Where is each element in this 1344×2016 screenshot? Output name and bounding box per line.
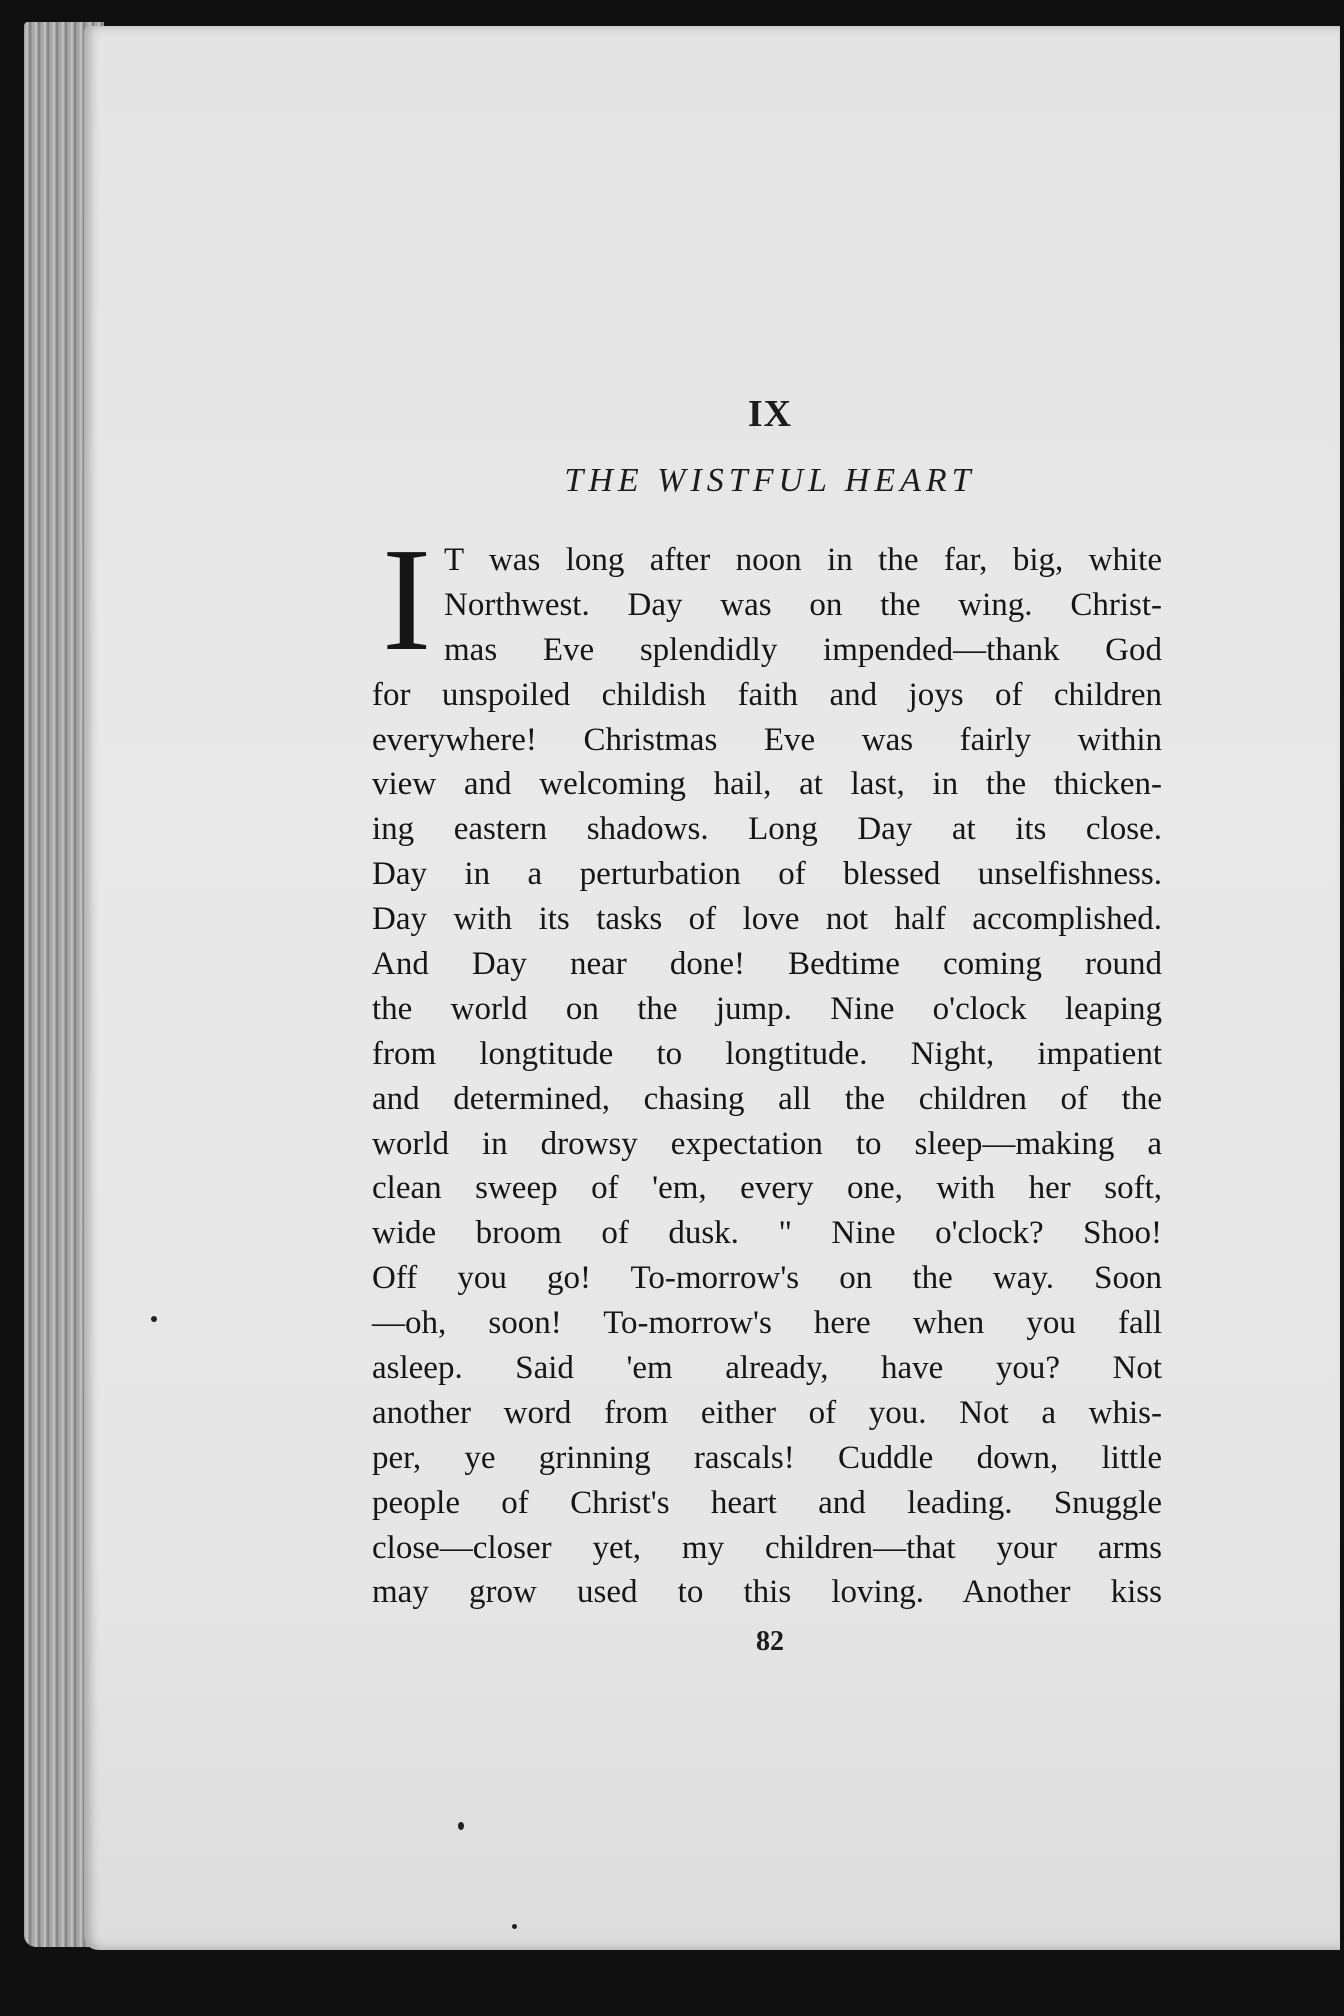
text-line: clean sweep of 'em, every one, with her soft, — [372, 1170, 1162, 1207]
text-line: Northwest. Day was on the wing. Christ- — [444, 586, 1162, 623]
text-line: Off you go! To-morrow's on the way. Soon — [372, 1260, 1162, 1297]
text-line: for unspoiled childish faith and joys of children — [372, 676, 1162, 713]
text-line: wide broom of dusk. " Nine o'clock? Shoo! — [372, 1215, 1162, 1252]
text-line: and determined, chasing all the children of the — [372, 1080, 1162, 1117]
text-line: And Day near done! Bedtime coming round — [372, 946, 1162, 983]
text-line: per, ye grinning rascals! Cuddle down, little — [372, 1439, 1162, 1476]
text-line: Day in a perturbation of blessed unselfishness. — [372, 856, 1162, 893]
dust-speck — [512, 1924, 517, 1929]
chapter-title: THE WISTFUL HEART — [564, 462, 976, 499]
dust-speck — [458, 1822, 464, 1830]
text-line: mas Eve splendidly impended—thank God — [444, 631, 1162, 668]
text-line: from longtitude to longtitude. Night, impatient — [372, 1035, 1162, 1072]
text-line: asleep. Said 'em already, have you? Not — [372, 1350, 1162, 1387]
body-text — [372, 518, 1162, 1615]
drop-cap: I — [382, 518, 432, 682]
text-line: world in drowsy expectation to sleep—making a — [372, 1125, 1162, 1162]
text-line: close—closer yet, my children—that your arms — [372, 1529, 1162, 1566]
chapter-number: IX — [747, 393, 793, 435]
text-line: people of Christ's heart and leading. Snuggle — [372, 1484, 1162, 1521]
text-line: another word from either of you. Not a whis- — [372, 1394, 1162, 1431]
dust-speck — [151, 1316, 157, 1322]
text-line: everywhere! Christmas Eve was fairly within — [372, 721, 1162, 758]
text-line: view and welcoming hail, at last, in the thicken- — [372, 766, 1162, 803]
text-line: may grow used to this loving. Another kiss — [372, 1574, 1162, 1611]
text-line: ing eastern shadows. Long Day at its close. — [372, 811, 1162, 848]
page-number: 82 — [756, 1626, 784, 1657]
text-line: —oh, soon! To-morrow's here when you fall — [372, 1305, 1162, 1342]
text-line: the world on the jump. Nine o'clock leaping — [372, 990, 1162, 1027]
text-line: Day with its tasks of love not half accomplished. — [372, 901, 1162, 938]
text-line: T was long after noon in the far, big, white — [444, 542, 1162, 578]
